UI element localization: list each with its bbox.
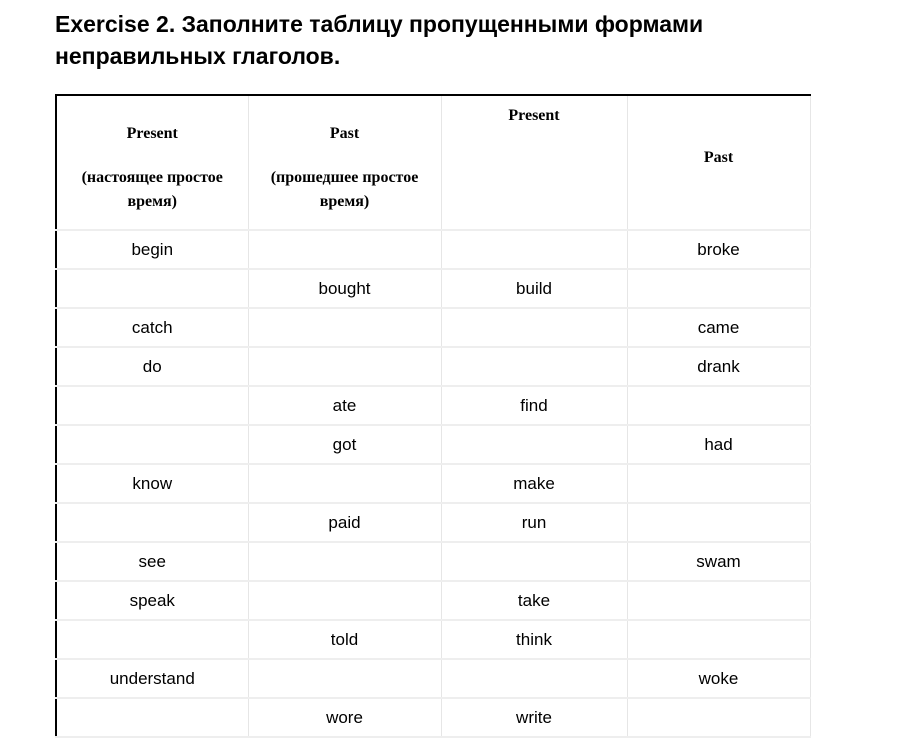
table-cell: swam [627,542,810,581]
table-cell [441,308,627,347]
table-cell: do [56,347,248,386]
header-past-2-label: Past [703,148,734,166]
header-past-note: (прошедшее простое время) [270,169,419,210]
table-row [56,698,810,737]
table-row [56,386,810,425]
table-cell [627,386,810,425]
table-cell [248,230,441,269]
table-row [56,581,810,620]
exercise-title [55,8,855,72]
table-cell: woke [627,659,810,698]
table-cell [248,347,441,386]
table-row [56,269,810,308]
table-row [56,308,810,347]
table-cell: told [248,620,441,659]
table-cell: see [56,542,248,581]
header-present-note: (настоящее простое время) [81,169,223,210]
table-row [56,347,810,386]
table-cell: run [441,503,627,542]
table-cell: understand [56,659,248,698]
table-cell [627,464,810,503]
header-present-2-label: Present [508,107,560,124]
table-cell [441,659,627,698]
table-cell: broke [627,230,810,269]
table-cell [441,347,627,386]
header-present-label: Present [126,125,178,142]
irregular-verbs-table [55,94,811,738]
table-cell [56,269,248,308]
table-cell: build [441,269,627,308]
table-cell [627,581,810,620]
header-past-label: Past [329,125,360,142]
table-cell: write [441,698,627,737]
header-past-2 [627,95,810,230]
table-cell [627,503,810,542]
table-cell: take [441,581,627,620]
table-body [56,230,810,737]
table-cell: catch [56,308,248,347]
table-row [56,503,810,542]
exercise-title-line-2: неправильных глаголов. [55,43,341,69]
table-cell [56,503,248,542]
table-cell [441,542,627,581]
table-cell [248,581,441,620]
table-cell: got [248,425,441,464]
table-cell: had [627,425,810,464]
table-cell: know [56,464,248,503]
table-row [56,464,810,503]
table-cell [441,230,627,269]
table-cell [56,386,248,425]
table-cell [248,659,441,698]
table-cell [248,308,441,347]
table-cell [441,425,627,464]
table-row [56,230,810,269]
table-row [56,620,810,659]
table-cell: think [441,620,627,659]
table-cell [56,620,248,659]
table-cell [56,698,248,737]
table-cell: bought [248,269,441,308]
table-row [56,542,810,581]
table-cell: make [441,464,627,503]
table-cell: speak [56,581,248,620]
header-past-simple [248,95,441,230]
table-cell [248,542,441,581]
table-row [56,659,810,698]
table-cell [627,269,810,308]
table-cell [627,698,810,737]
table-cell [627,620,810,659]
table-cell: find [441,386,627,425]
header-row [56,95,810,230]
table-cell: begin [56,230,248,269]
table-cell [248,464,441,503]
header-present-simple [56,95,248,230]
exercise-title-line-1: Exercise 2. Заполните таблицу пропущенными формами [55,11,704,37]
table-cell: paid [248,503,441,542]
table-cell: came [627,308,810,347]
table-row [56,425,810,464]
table-header [56,95,810,230]
table-cell: wore [248,698,441,737]
table-cell [56,425,248,464]
header-present-2 [441,95,627,230]
table-cell: ate [248,386,441,425]
table-cell: drank [627,347,810,386]
